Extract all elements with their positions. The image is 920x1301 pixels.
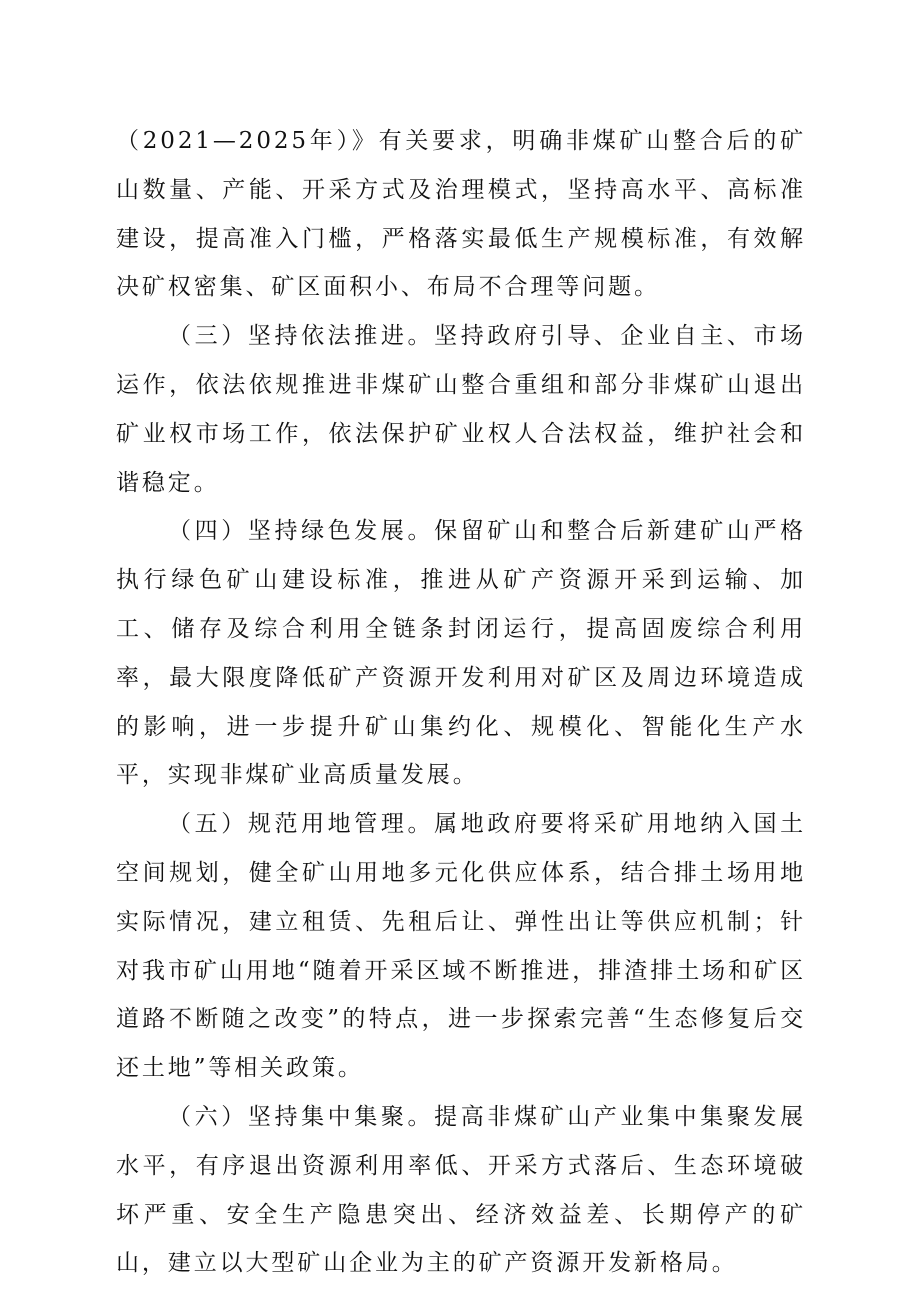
paragraph-section-3: （三）坚持依法推进。坚持政府引导、企业自主、市场运作，依法依规推进非煤矿山整合重组和部分非煤矿山退出矿业权市场工作，依法保护矿业权人合法权益，维护社会和谐稳定。	[116, 323, 806, 496]
document-page	[116, 117, 806, 1288]
paragraph-section-5: （五）规范用地管理。属地政府要将采矿用地纳入国土空间规划，健全矿山用地多元化供应体系，结合排土场用地实际情况，建立租赁、先租后让、弹性出让等供应机制；针对我市矿山用地“随着开采区域不断推进，排渣排土场和矿区道路不断随之改变”的特点，进一步探索完善“生态修复后交还土地”等相关政策。	[116, 811, 806, 1082]
paragraph-section-6: （六）坚持集中集聚。提高非煤矿山产业集中集聚发展水平，有序退出资源利用率低、开采方式落后、生态环境破坏严重、安全生产隐患突出、经济效益差、长期停产的矿山，建立以大型矿山企业为主的矿产资源开发新格局。	[116, 1103, 806, 1277]
paragraph-continuation: （2021—2025年）》有关要求，明确非煤矿山整合后的矿山数量、产能、开采方式及治理模式，坚持高水平、高标准建设，提高准入门槛，严格落实最低生产规模标准，有效解决矿权密集、矿区面积小、布局不合理等问题。	[116, 128, 806, 301]
paragraph-section-4: （四）坚持绿色发展。保留矿山和整合后新建矿山严格执行绿色矿山建设标准，推进从矿产资源开采到运输、加工、储存及综合利用全链条封闭运行，提高固废综合利用率，最大限度降低矿产资源开发利用对矿区及周边环境造成的影响，进一步提升矿山集约化、规模化、智能化生产水平，实现非煤矿业高质量发展。	[116, 518, 806, 789]
